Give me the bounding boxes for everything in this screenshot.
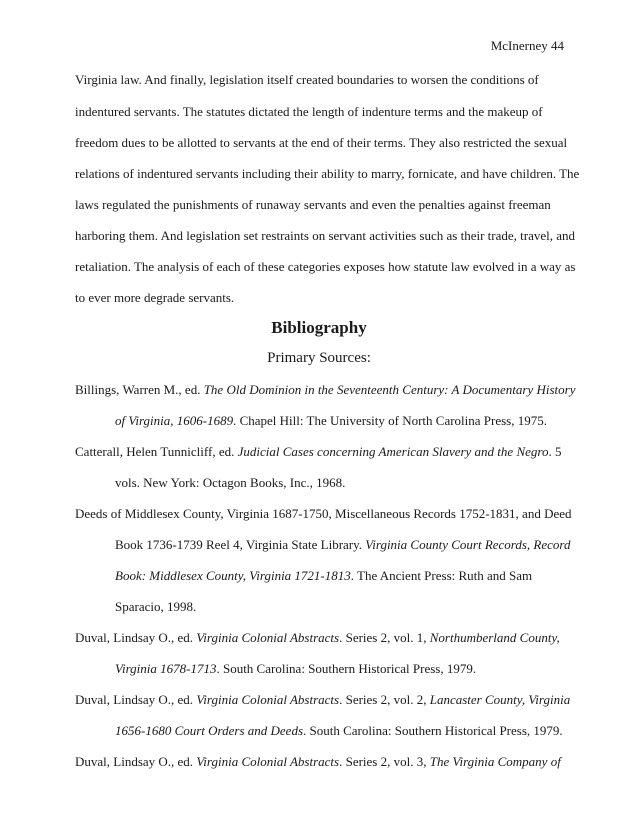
body-line: freedom dues to be allotted to servants at the end of their terms. They also restricted the sexual xyxy=(75,135,568,150)
entry-text: . Series 2, vol. 3, xyxy=(339,754,430,769)
bibliography-entry xyxy=(75,444,561,460)
entry-text: vols. New York: Octagon Books, Inc., 1968. xyxy=(115,475,346,490)
body-line: indentured servants. The statutes dictated the length of indenture terms and the makeup of xyxy=(75,104,543,119)
entry-text: . Series 2, vol. 1, xyxy=(339,630,430,645)
entry-text: Catterall, Helen Tunnicliff, ed. xyxy=(75,444,238,459)
entry-title: The Old Dominion in the Seventeenth Century: A Documentary History xyxy=(203,382,576,397)
entry-text: Book 1736-1739 Reel 4, Virginia State Library. xyxy=(115,537,366,552)
bibliography-title: Bibliography xyxy=(271,318,367,337)
entry-text: . The Ancient Press: Ruth and Sam xyxy=(350,568,533,583)
bibliography-entry-continuation xyxy=(115,537,571,553)
entry-text: Duval, Lindsay O., ed. xyxy=(75,630,197,645)
body-line: relations of indentured servants including their ability to marry, fornicate, and have children. The xyxy=(75,166,580,181)
entry-text: Sparacio, 1998. xyxy=(115,599,197,614)
entry-title: Virginia Colonial Abstracts xyxy=(196,630,340,645)
entry-title: Lancaster County, Virginia xyxy=(429,692,571,707)
entry-title: Virginia County Court Records, Record xyxy=(365,537,571,552)
entry-text: Duval, Lindsay O., ed. xyxy=(75,692,197,707)
bibliography-entry-continuation xyxy=(115,723,563,739)
bibliography-entry xyxy=(75,754,561,770)
entry-title: Book: Middlesex County, Virginia 1721-1813 xyxy=(115,568,351,583)
entry-title: Judicial Cases concerning American Slavery and the Negro xyxy=(237,444,549,459)
entry-title: The Virginia Company of xyxy=(429,754,561,769)
entry-text: Billings, Warren M., ed. xyxy=(75,382,204,397)
body-line: laws regulated the punishments of runaway servants and even the penalties against freeman xyxy=(75,197,551,212)
entry-title: Virginia 1678-1713 xyxy=(115,661,217,676)
entry-text: . 5 xyxy=(548,444,562,459)
entry-title: Virginia Colonial Abstracts xyxy=(196,692,340,707)
entry-text: Deeds of Middlesex County, Virginia 1687-1750, Miscellaneous Records 1752-1831, and Deed xyxy=(75,506,572,521)
entry-title: Northumberland County, xyxy=(429,630,560,645)
bibliography-entry-continuation xyxy=(115,475,345,491)
entry-text: . South Carolina: Southern Historical Press, 1979. xyxy=(216,661,477,676)
bibliography-entry xyxy=(75,506,572,522)
entry-text: Duval, Lindsay O., ed. xyxy=(75,754,197,769)
bibliography-subtitle: Primary Sources: xyxy=(267,350,371,366)
bibliography-entry-continuation xyxy=(115,568,532,584)
bibliography-entry-continuation xyxy=(115,599,196,615)
body-line: retaliation. The analysis of each of these categories exposes how statute law evolved in a way as xyxy=(75,259,576,274)
entry-title: of Virginia, 1606-1689 xyxy=(115,413,234,428)
bibliography-entry-continuation xyxy=(115,661,476,677)
bibliography-entry xyxy=(75,382,575,398)
body-line: harboring them. And legislation set restraints on servant activities such as their trade, travel, and xyxy=(75,228,575,243)
entry-text: . Series 2, vol. 2, xyxy=(339,692,430,707)
bibliography-entry xyxy=(75,692,570,708)
entry-title: Virginia Colonial Abstracts xyxy=(196,754,340,769)
bibliography-entry-continuation xyxy=(115,413,547,429)
body-line: to ever more degrade servants. xyxy=(75,290,235,305)
entry-text: . Chapel Hill: The University of North Carolina Press, 1975. xyxy=(233,413,547,428)
body-line: Virginia law. And finally, legislation itself created boundaries to worsen the conditions of xyxy=(75,72,539,87)
entry-text: . South Carolina: Southern Historical Press, 1979. xyxy=(303,723,563,738)
entry-title: 1656-1680 Court Orders and Deeds xyxy=(115,723,304,738)
bibliography-entry xyxy=(75,630,560,646)
page-header: McInerney 44 xyxy=(490,38,564,53)
